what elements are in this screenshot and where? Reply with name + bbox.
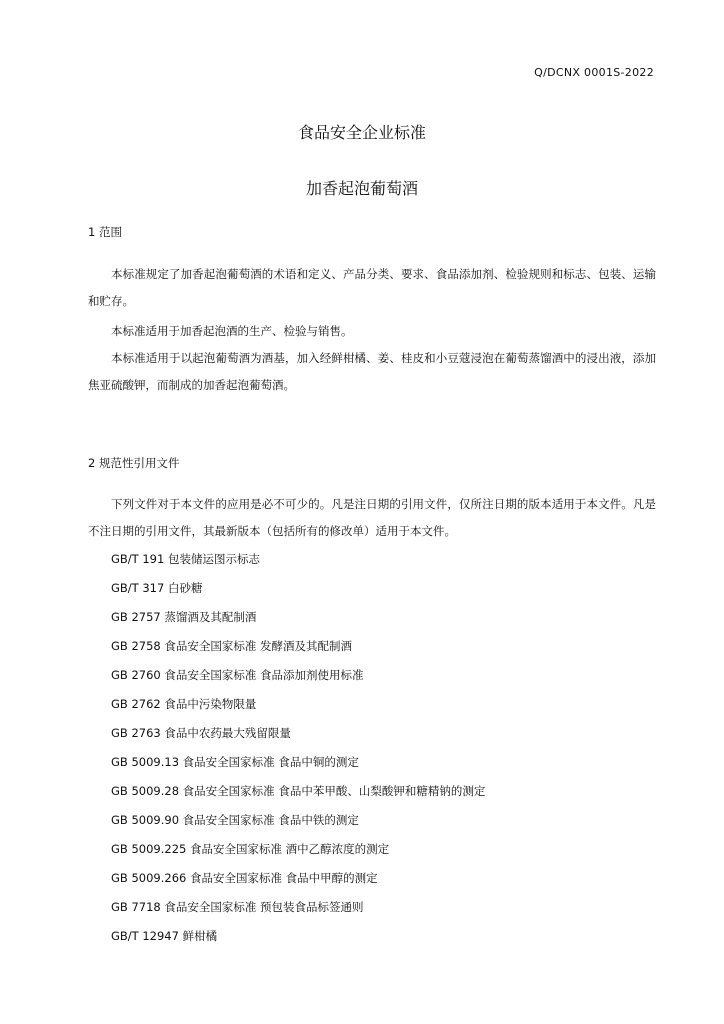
reference-item: GB/T 191 包装储运图示标志 (111, 552, 260, 566)
reference-item: GB 2758 食品安全国家标准 发酵酒及其配制酒 (111, 639, 353, 653)
standard-code: Q/DCNX 0001S-2022 (534, 66, 654, 79)
reference-item: GB 7718 食品安全国家标准 预包装食品标签通则 (111, 900, 364, 914)
section-heading-scope: 1 范围 (88, 225, 122, 239)
references-intro: 下列文件对于本文件的应用是必不可少的。凡是注日期的引用文件，仅所注日期的版本适用于本文件。凡是不注日期的引用文件，其最新版本（包括所有的修改单）适用于本文件。 (88, 497, 656, 538)
document-title: 食品安全企业标准 (297, 123, 426, 142)
reference-item: GB/T 12947 鲜柑橘 (111, 929, 218, 943)
scope-paragraph: 本标准适用于加香起泡酒的生产、检验与销售。 (111, 324, 353, 338)
reference-item: GB 5009.13 食品安全国家标准 食品中铜的测定 (111, 755, 359, 769)
product-title: 加香起泡葡萄酒 (305, 179, 418, 198)
reference-item: GB 5009.90 食品安全国家标准 食品中铁的测定 (111, 813, 359, 827)
reference-list (111, 545, 485, 951)
reference-item: GB/T 317 白砂糖 (111, 581, 203, 595)
reference-item: GB 5009.266 食品安全国家标准 食品中甲醇的测定 (111, 871, 378, 885)
scope-paragraph: 本标准规定了加香起泡葡萄酒的术语和定义、产品分类、要求、食品添加剂、检验规则和标志、包装、运输和贮存。 (88, 267, 656, 308)
reference-item: GB 2760 食品安全国家标准 食品添加剂使用标准 (111, 668, 364, 682)
reference-item: GB 2757 蒸馏酒及其配制酒 (111, 610, 257, 624)
reference-item: GB 2762 食品中污染物限量 (111, 697, 257, 711)
reference-item: GB 2763 食品中农药最大残留限量 (111, 726, 291, 740)
reference-item: GB 5009.225 食品安全国家标准 酒中乙醇浓度的测定 (111, 842, 390, 856)
section-heading-references: 2 规范性引用文件 (88, 456, 180, 470)
scope-paragraph: 本标准适用于以起泡葡萄酒为酒基，加入经鲜柑橘、姜、桂皮和小豆蔻浸泡在葡萄蒸馏酒中的浸出液，添加焦亚硫酸钾，而制成的加香起泡葡萄酒。 (88, 351, 656, 392)
reference-item: GB 5009.28 食品安全国家标准 食品中苯甲酸、山梨酸钾和糖精钠的测定 (111, 784, 486, 798)
